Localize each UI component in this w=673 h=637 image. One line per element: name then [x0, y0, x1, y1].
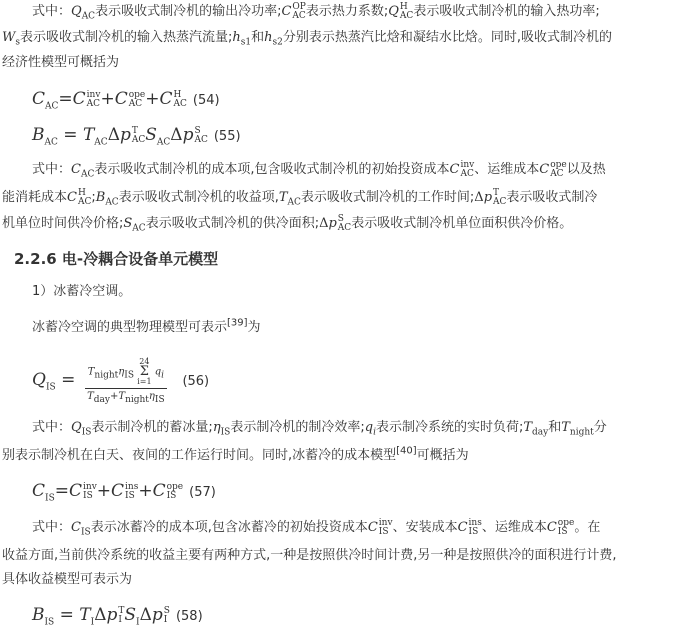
intro-text1: 冰蓄冷空调的典型物理模型可表示 — [32, 320, 228, 335]
p1-text1: 表示吸收式制冷机的输出冷功率; — [95, 4, 282, 19]
p2-text8: 表示吸收式制冷 — [506, 190, 598, 205]
p3-text7: 可概括为 — [416, 448, 469, 463]
equation-56: $Q_{IS}$ = $T_{night}\eta_{IS}$ 24 Σ i=1 $q_i$ $T_{day}+T_{night}\eta_{IS}$ (56) — [32, 357, 210, 405]
eq55-number: (55) — [213, 129, 241, 144]
p2-text6: 表示吸收式制冷机的收益项, — [118, 190, 279, 205]
eq58-number: (58) — [175, 609, 203, 624]
p4-lead: 式中： — [32, 520, 72, 535]
math-Q-IS: $Q_{IS}$ — [71, 420, 92, 438]
p1-line1 — [32, 2, 600, 22]
list-item-1: 1）冰蓄冷空调。 — [32, 284, 132, 299]
p3-lead: 式中： — [32, 420, 72, 435]
math-Ws: $W_s$ — [2, 30, 20, 48]
p1-text4: 表示吸收式制冷机的输入热蒸汽流量; — [20, 30, 233, 45]
math-Q-AC: $Q_{AC}$ — [71, 4, 96, 22]
eq56-fraction: $T_{night}\eta_{IS}$ 24 Σ i=1 $q_i$ $T_{day}+T_{night}\eta_{IS}$ — [85, 358, 167, 403]
math-T-AC: $T_{AC}$ — [278, 190, 301, 208]
math-C-IS-inv: C inv IS — [367, 517, 393, 537]
p1-text5: 和 — [251, 30, 265, 45]
math-S-AC: $S_{AC}$ — [123, 216, 146, 234]
p2-text2: 、运维成本 — [474, 162, 540, 177]
p2-text7: 表示吸收式制冷机的工作时间; — [300, 190, 475, 205]
section-heading: 2.2.6 电-冷耦合设备单元模型 — [14, 250, 219, 268]
p4-text1: 表示冰蓄冷的成本项,包含冰蓄冷的初始投资成本 — [90, 520, 368, 535]
p2-text9: 机单位时间供冷价格; — [2, 216, 124, 231]
p3-text5: 分 — [593, 420, 607, 435]
p4-line2: 收益方面,当前供冷系统的收益主要有两种方式,一种是按照供冷时间计费,另一种是按照供冷的面积进行计费, — [2, 548, 617, 563]
p4-text3: 、运维成本 — [481, 520, 547, 535]
p1-text2: 表示热力系数; — [305, 4, 389, 19]
math-hs1: $h_{s1}$ — [232, 30, 252, 48]
eq54-number: (54) — [192, 93, 220, 108]
math-C-IS-ope: C ope IS — [546, 517, 575, 537]
p1-line3 — [2, 53, 119, 73]
p3-text1: 表示制冷机的蓄冰量; — [91, 420, 213, 435]
p2-text3: 以及热 — [566, 162, 606, 177]
equation-54: $C_{AC}=C$ inv AC +C ope AC +C H AC (54) — [32, 89, 220, 112]
math-dp-AC-S: Δp S AC — [319, 213, 352, 233]
p2-text1: 表示吸收式制冷机的成本项,包含吸收式制冷机的初始投资成本 — [94, 162, 450, 177]
p2-text4: 能消耗成本 — [2, 190, 68, 205]
math-C-IS: $C_{IS}$ — [71, 520, 91, 538]
p2-text10: 表示吸收式制冷机的供冷面积; — [145, 216, 320, 231]
citation-40: [40] — [396, 445, 417, 457]
p1-text3: 表示吸收式制冷机的输入热功率; — [413, 4, 600, 19]
p3-line2 — [2, 446, 469, 466]
math-Q-AC-H: Q H AC — [388, 1, 414, 21]
equation-58: $B_{IS} = T_I\Delta p$ T I $S_I\Delta p$ S I (58) — [32, 605, 203, 628]
p4-line3: 具体收益模型可表示为 — [2, 572, 133, 587]
math-hs2: $h_{s2}$ — [264, 30, 283, 48]
math-eta-IS: $\eta_{IS}$ — [212, 420, 231, 438]
p2-lead: 式中： — [32, 162, 72, 177]
p1-text6: 分别表示热蒸汽比焓和凝结水比焓。同时,吸收式制冷机的 — [282, 30, 613, 45]
p3-text6: 别表示制冷机在白天、夜间的工作运行时间。同时,冰蓄冷的成本模型 — [2, 448, 397, 463]
p2-text5: ; — [91, 190, 96, 205]
p2-line1 — [32, 160, 606, 180]
eq56-number: (56) — [182, 374, 210, 389]
math-T-day: $T_{day}$ — [523, 420, 549, 438]
p4-line1 — [32, 518, 600, 538]
math-C-AC: $C_{AC}$ — [71, 162, 95, 180]
math-C-AC-H: C H AC — [67, 187, 92, 207]
citation-39: [39] — [227, 317, 248, 329]
math-C-IS-ins: C ins IS — [457, 517, 482, 537]
p3-text3: 表示制冷系统的实时负荷; — [375, 420, 524, 435]
p2-line3 — [2, 214, 572, 234]
equation-55: $B_{AC} = T_{AC}\Delta p$ T AC $S_{AC}\Delta p$ S AC (55) — [32, 125, 241, 148]
math-qi: $q_i$ — [364, 420, 376, 438]
intro-text2: 为 — [247, 320, 261, 335]
p2-text11: 表示吸收式制冷机单位面积供冷价格。 — [351, 216, 573, 231]
eq57-number: (57) — [189, 485, 216, 500]
p4-text4: 。在 — [574, 520, 601, 535]
p4-text2: 、安装成本 — [392, 520, 458, 535]
p2-line2 — [2, 188, 597, 208]
intro-line — [32, 318, 261, 338]
p3-text4: 和 — [548, 420, 562, 435]
math-B-AC: $B_{AC}$ — [95, 190, 119, 208]
p1-lead: 式中： — [32, 4, 72, 19]
p3-line1 — [32, 418, 607, 438]
p1-line2 — [2, 28, 612, 48]
p3-text2: 表示制冷机的制冷效率; — [230, 420, 365, 435]
math-C-AC-ope: C ope AC — [539, 159, 567, 179]
p1-text7: 经济性模型可概括为 — [2, 55, 120, 70]
math-C-AC-OP: C OP AC — [281, 1, 306, 21]
math-T-night: $T_{night}$ — [561, 420, 594, 438]
math-dp-AC-T: Δp T AC — [474, 187, 507, 207]
equation-57: $C_{IS}=C$ inv IS +C ins IS +C ope IS (57) — [32, 481, 216, 504]
math-C-AC-inv: C inv AC — [449, 159, 475, 179]
